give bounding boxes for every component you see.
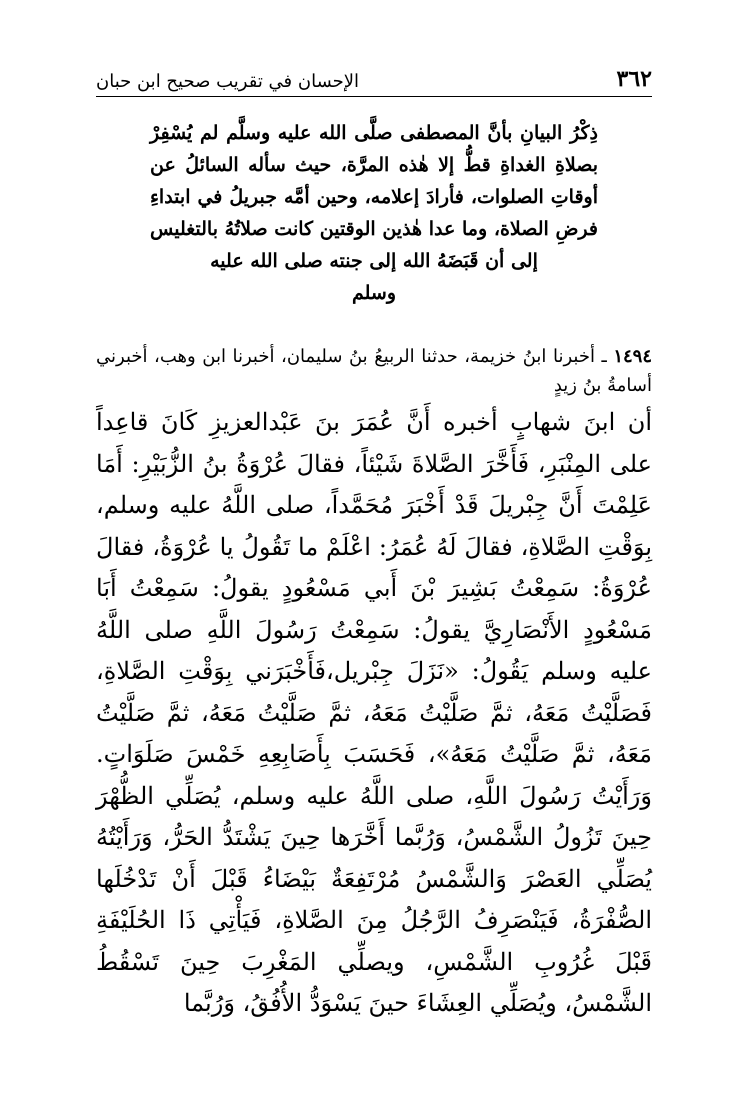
matn-text: أن ابنَ شهابٍ أخبره أَنَّ عُمَرَ بنَ عَبْدالعزيزِ كَانَ قاعِداً على المِنْبَرِ، فَأَخَّرَ الصَّلاةَ شَيْئاً، فقالَ عُرْوَةُ بنُ الزُّبَيْرِ: أَمَا عَلِمْتَ أَنَّ جِبْريلَ قَدْ أَخْبَرَ مُحَمَّداً، صلى اللَّهُ عليه وسلم، بِوَقْتِ الصَّلاةِ، فقالَ لَهُ عُمَرُ: اعْلَمْ ما تَقُولُ يا عُرْوَةُ، فقالَ عُرْوَةُ: سَمِعْتُ بَشِيرَ بْنَ أَبي مَسْعُودٍ يقولُ: سَمِعْتُ أَبَا مَسْعُودٍ الأَنْصَارِيَّ يقولُ: سَمِعْتُ رَسُولَ اللَّهِ صلى اللَّهُ عليه وسلم يَقُولُ: «نَزَلَ جِبْريل،فَأَخْبَرَني بِوَقْتِ الصَّلاةِ، فَصَلَّيْتُ مَعَهُ، ثمَّ صَلَّيْتُ مَعَهُ، ثمَّ صَلَّيْتُ مَعَهُ، ثمَّ صَلَّيْتُ مَعَهُ، ثمَّ صَلَّيْتُ مَعَهُ»، فَحَسَبَ بِأَصَابِعِهِ خَمْسَ صَلَوَاتٍ. وَرَأَيْتُ رَسُولَ اللَّهِ، صلى اللَّهُ عليه وسلم، يُصَلِّي الظُّهْرَ حِينَ تَزُولُ الشَّمْسُ، وَرُبَّما أَخَّرَها حِينَ يَشْتَدُّ الحَرُّ، وَرَأَيْتُهُ يُصَلِّي العَصْرَ وَالشَّمْسُ مُرْتَفِعَةٌ بَيْضَاءُ قَبْلَ أَنْ تَدْخُلَها الصُّفْرَةُ، فَيَنْصَرِفُ الرَّجُلُ مِنَ الصَّلاةِ، فَيَأْتِي ذَا الحُلَيْفَةِ قَبْلَ غُرُوبِ الشَّمْسِ، ويصلِّي المَغْرِبَ حِينَ تَسْقُطُ الشَّمْسُ، ويُصَلِّي العِشَاءَ حينَ يَسْوَدُّ الأُفُقُ، وَرُبَّما: [96, 408, 652, 1017]
hadith-matn: [96, 402, 652, 1025]
chapter-heading-last-line: وسلم: [351, 282, 397, 304]
hadith-isnad: [96, 342, 652, 400]
chapter-heading-text: ذِكْرُ البيانِ بأنَّ المصطفى صلَّى الله عليه وسلَّم لم يُسْفِرْ بصلاةِ الغداةِ قطُّ إلا هٰذه المرَّة، حيث سأله السائلُ عن أوقاتِ الصلوات، فأرادَ إعلامه، وحين أمَّه جبريلُ في ابتداءِ فرضِ الصلاة، وما عدا هٰذين الوقتين كانت صلاتُهُ بالتغليس إلى أن قَبَضَهُ الله إلى جنته صلى الله عليه: [150, 122, 598, 272]
page-header: [96, 58, 652, 97]
hadith-number: ١٤٩٤: [613, 346, 652, 367]
running-title: الإحسان في تقريب صحيح ابن حبان: [96, 71, 360, 92]
isnad-text: ـ أخبرنا ابنُ خزيمة، حدثنا الربيعُ بنُ سليمان، أخبرنا ابن وهب، أخبرني أسامةُ بنُ زيدٍ: [96, 346, 652, 396]
chapter-heading: [150, 117, 598, 309]
page-number: ٣٦٢: [616, 66, 652, 92]
